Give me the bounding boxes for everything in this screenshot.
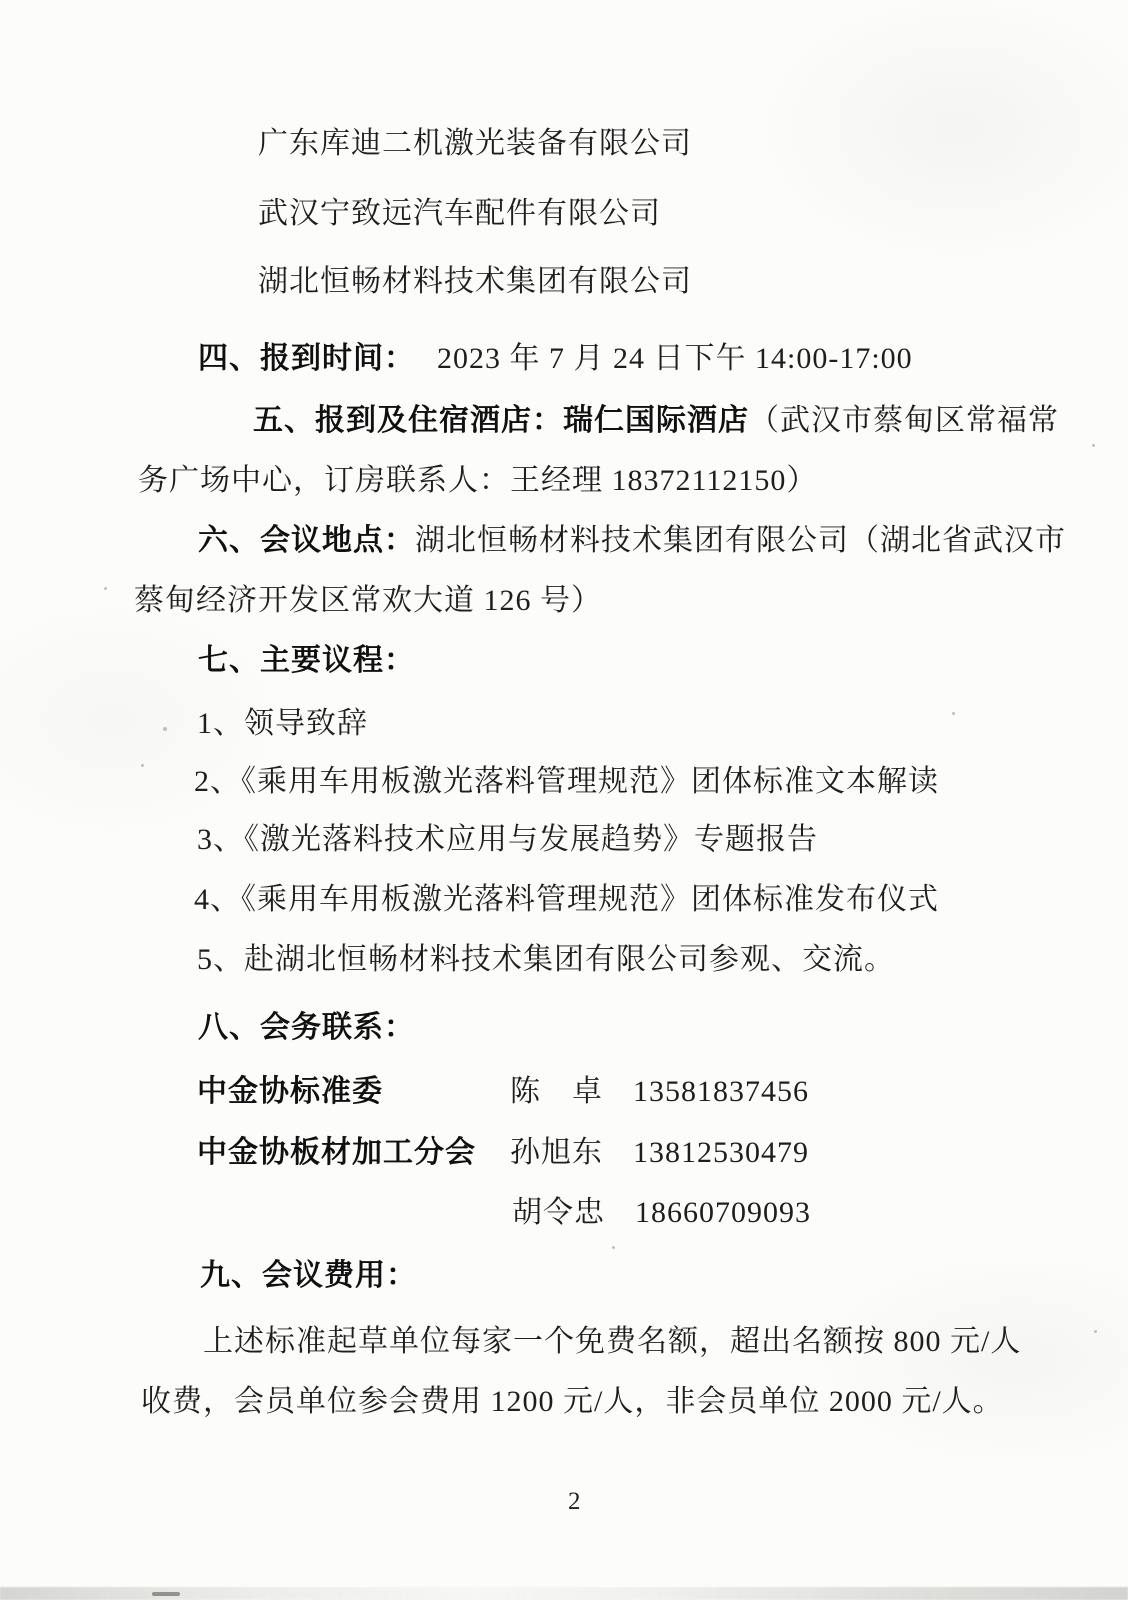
section-agenda-heading: 七、主要议程： <box>198 644 415 677</box>
section-venue-value: 湖北恒畅材料技术集团有限公司（湖北省武汉市 <box>415 524 1066 557</box>
company-name: 湖北恒畅材料技术集团有限公司 <box>258 265 692 298</box>
scan-speck <box>141 764 144 767</box>
section-venue-label: 六、会议地点： <box>198 524 415 557</box>
contact-phone: 13812530479 <box>633 1136 809 1169</box>
section-contacts-heading: 八、会务联系： <box>198 1011 415 1044</box>
contact-phone: 13581837456 <box>633 1075 809 1108</box>
contact-name: 胡令忠 <box>512 1196 605 1229</box>
section-fees-line2: 收费，会员单位参会费用 1200 元/人，非会员单位 2000 元/人。 <box>141 1385 1004 1418</box>
contact-org: 中金协标准委 <box>197 1075 383 1108</box>
agenda-item: 2、《乘用车用板激光落料管理规范》团体标准文本解读 <box>194 765 939 798</box>
scan-speck <box>612 1246 615 1249</box>
agenda-item: 4、《乘用车用板激光落料管理规范》团体标准发布仪式 <box>194 883 939 916</box>
section-registration-time-label: 四、报到时间： <box>198 342 415 375</box>
section-fees-line1: 上述标准起草单位每家一个免费名额，超出名额按 800 元/人 <box>203 1325 1022 1358</box>
contact-name: 陈 卓 <box>510 1075 603 1108</box>
agenda-item: 1、领导致辞 <box>197 707 368 740</box>
scan-speck <box>952 712 955 715</box>
company-name: 广东库迪二机激光装备有限公司 <box>258 127 692 160</box>
section-hotel-line2: 务广场中心，订房联系人：王经理 18372112150） <box>138 464 818 497</box>
scan-speck <box>1094 1330 1097 1333</box>
contact-phone: 18660709093 <box>635 1196 811 1229</box>
agenda-item: 5、赴湖北恒畅材料技术集团有限公司参观、交流。 <box>197 943 895 976</box>
section-registration-time <box>198 343 913 375</box>
scan-edge-mark <box>152 1592 180 1596</box>
section-venue-line2: 蔡甸经济开发区常欢大道 126 号） <box>134 584 602 617</box>
section-fees-heading: 九、会议费用： <box>200 1259 417 1292</box>
contact-org: 中金协板材加工分会 <box>197 1136 476 1169</box>
section-hotel-value: （武汉市蔡甸区常福常 <box>749 404 1059 437</box>
section-hotel-line1 <box>253 405 1059 437</box>
page-number: 2 <box>568 1488 581 1515</box>
company-name: 武汉宁致远汽车配件有限公司 <box>258 197 661 230</box>
agenda-item: 3、《激光落料技术应用与发展趋势》专题报告 <box>197 823 818 856</box>
section-registration-time-value: 2023 年 7 月 24 日下午 14:00-17:00 <box>437 342 913 375</box>
contact-name: 孙旭东 <box>510 1136 603 1169</box>
section-venue-line1 <box>198 525 1066 557</box>
scan-speck <box>163 727 167 731</box>
section-hotel-label: 五、报到及住宿酒店：瑞仁国际酒店 <box>253 404 749 437</box>
scan-speck <box>104 587 107 590</box>
scan-speck <box>1092 444 1095 447</box>
